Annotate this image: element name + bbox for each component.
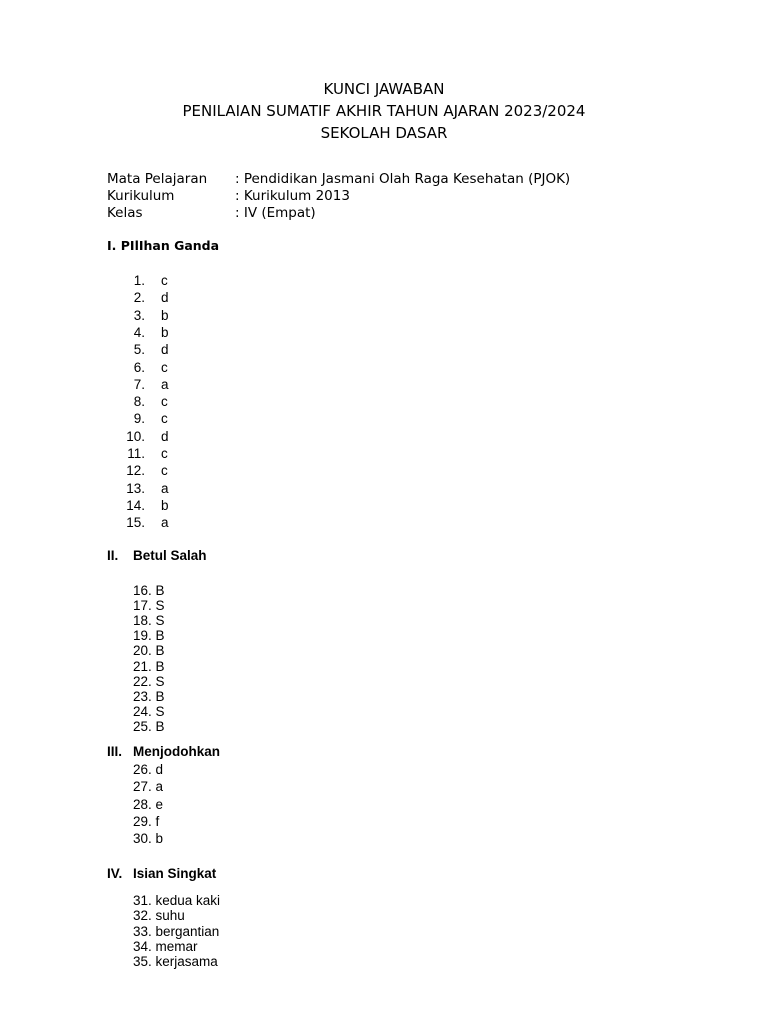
answer-row: 34. memar: [133, 938, 198, 954]
section-number: II.: [107, 548, 119, 563]
answer-row: 19. B: [133, 628, 165, 644]
document-title: KUNCI JAWABAN: [323, 80, 445, 98]
section-heading-betul-salah: [107, 548, 207, 563]
answer-row: 33. bergantian: [133, 923, 220, 939]
answer-value: c: [161, 359, 168, 375]
meta-value-curriculum: : Kurikulum 2013: [235, 188, 350, 204]
meta-label-subject: Mata Pelajaran: [107, 171, 208, 187]
answer-value: d: [161, 428, 169, 444]
answer-number: 3.: [133, 307, 145, 323]
answer-row: 18. S: [133, 613, 165, 629]
answer-value: c: [161, 394, 168, 410]
answer-number: 11.: [127, 446, 145, 461]
answer-row: 16. B: [133, 583, 165, 598]
answer-number: 10.: [126, 428, 145, 444]
section-heading-isian-singkat: [107, 866, 217, 881]
meta-value-class: : IV (Empat): [235, 205, 316, 221]
answer-value: c: [161, 446, 168, 461]
section-title: Isian Singkat: [133, 866, 217, 881]
answer-value: c: [161, 463, 168, 479]
answer-value: b: [161, 307, 169, 323]
answer-number: 8.: [133, 394, 145, 410]
answer-row: 22. S: [133, 673, 165, 689]
meta-label-curriculum: Kurikulum: [107, 188, 175, 204]
answer-value: b: [161, 324, 169, 340]
answer-row: 26. d: [133, 762, 164, 777]
section-number: IV.: [107, 866, 123, 881]
answer-number: 6.: [133, 359, 145, 375]
answer-row: 27. a: [133, 779, 164, 795]
answer-row: 23. B: [133, 688, 165, 704]
answer-number: 4.: [133, 324, 145, 340]
section-title: Betul Salah: [133, 548, 207, 563]
answer-row: 32. suhu: [133, 908, 185, 924]
section-title: Menjodohkan: [133, 744, 220, 759]
answer-value: b: [161, 497, 169, 513]
answer-number: 2.: [133, 290, 145, 306]
meta-label-class: Kelas: [107, 205, 143, 221]
answer-value: a: [161, 480, 169, 496]
answer-number: 15.: [126, 515, 145, 531]
section-number: III.: [107, 744, 123, 759]
answer-row: 21. B: [133, 658, 165, 674]
answer-number: 1.: [133, 273, 145, 288]
answer-row: 20. B: [133, 643, 165, 659]
answer-number: 7.: [133, 376, 145, 392]
answer-row: 35. kerjasama: [133, 954, 218, 970]
answer-row: 17. S: [133, 598, 165, 614]
answer-number: 12.: [126, 463, 145, 479]
answer-row: 24. S: [133, 703, 165, 719]
answer-row: 29. f: [133, 813, 160, 829]
section-heading-menjodohkan: [107, 744, 220, 759]
meta-value-subject: : Pendidikan Jasmani Olah Raga Kesehatan (PJOK): [235, 171, 571, 187]
section-heading-pilihan-ganda: I. PIlIhan Ganda: [107, 238, 220, 253]
answer-value: c: [161, 273, 168, 288]
answer-number: 13.: [126, 480, 145, 496]
answer-row: 25. B: [133, 718, 165, 734]
answer-value: a: [161, 376, 169, 392]
answer-number: 9.: [133, 411, 145, 427]
answer-value: d: [161, 342, 169, 358]
answer-row: 31. kedua kaki: [133, 893, 221, 908]
answer-row: 28. e: [133, 796, 164, 812]
school-level: SEKOLAH DASAR: [320, 124, 448, 142]
answer-number: 5.: [133, 342, 145, 358]
answer-value: c: [161, 411, 168, 427]
answer-row: 30. b: [133, 831, 164, 847]
answer-value: d: [161, 290, 169, 306]
answer-number: 14.: [126, 497, 145, 513]
answer-value: a: [161, 515, 169, 531]
document-subtitle: PENILAIAN SUMATIF AKHIR TAHUN AJARAN 2023/2024: [182, 102, 586, 120]
